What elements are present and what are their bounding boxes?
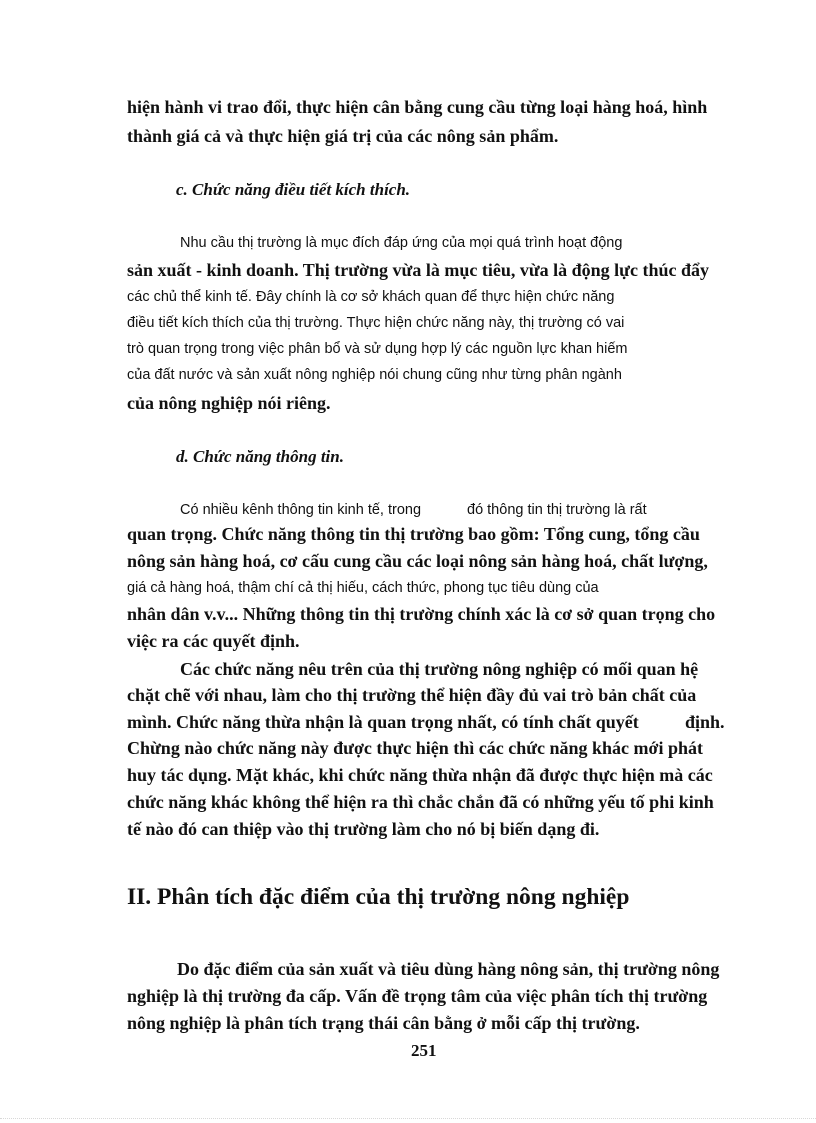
para-d-line-1b: đó thông tin thị trường là rất xyxy=(467,502,647,518)
para-c-line-4: điều tiết kích thích của thị trường. Thực hiện chức năng này, thị trường có vai xyxy=(127,315,625,331)
section-ii-line-3: nông nghiệp là phân tích trạng thái cân bằng ở mỗi cấp thị trường. xyxy=(127,1013,640,1033)
section-heading: II. Phân tích đặc điểm của thị trường nông nghiệp xyxy=(127,884,630,910)
para-c-line-6: của đất nước và sản xuất nông nghiệp nói chung cũng như từng phân ngành xyxy=(127,367,622,383)
summary-line-3b: định. xyxy=(685,712,725,732)
summary-line-6: chức năng khác không thể hiện ra thì chắc chắn đã có những yếu tố phi kinh xyxy=(127,792,714,812)
para-c-line-1: Nhu cầu thị trường là mục đích đáp ứng của mọi quá trình hoạt động xyxy=(180,235,623,251)
summary-line-4: Chừng nào chức năng này được thực hiện thì các chức năng khác mới phát xyxy=(127,738,704,758)
summary-line-5: huy tác dụng. Mặt khác, khi chức năng thừa nhận đã được thực hiện mà các xyxy=(127,765,713,785)
intro-line-1: hiện hành vi trao đổi, thực hiện cân bằng cung cầu từng loại hàng hoá, hình xyxy=(127,97,708,117)
para-d-line-2: quan trọng. Chức năng thông tin thị trường bao gồm: Tổng cung, tổng cầu xyxy=(127,524,700,544)
summary-line-7: tế nào đó can thiệp vào thị trường làm cho nó bị biến dạng đi. xyxy=(127,819,600,839)
para-c-line-5: trò quan trọng trong việc phân bổ và sử dụng hợp lý các nguồn lực khan hiếm xyxy=(127,341,628,357)
page-bottom-rule xyxy=(0,1118,816,1119)
para-c-line-7: của nông nghiệp nói riêng. xyxy=(127,393,331,413)
para-c-line-2: sản xuất - kinh doanh. Thị trường vừa là mục tiêu, vừa là động lực thúc đẩy xyxy=(127,260,709,280)
para-d-line-3: nông sản hàng hoá, cơ cấu cung cầu các loại nông sản hàng hoá, chất lượng, xyxy=(127,551,708,571)
subheading-d: d. Chức năng thông tin. xyxy=(176,447,344,466)
page-number: 251 xyxy=(411,1041,437,1060)
para-d-line-5: nhân dân v.v... Những thông tin thị trường chính xác là cơ sở quan trọng cho xyxy=(127,604,716,624)
para-d-line-4: giá cả hàng hoá, thậm chí cả thị hiếu, cách thức, phong tục tiêu dùng của xyxy=(127,580,599,596)
para-d-line-6: việc ra các quyết định. xyxy=(127,631,300,651)
subheading-c: c. Chức năng điều tiết kích thích. xyxy=(176,180,411,199)
section-ii-line-2: nghiệp là thị trường đa cấp. Vấn đề trọng tâm của việc phân tích thị trường xyxy=(127,986,708,1006)
section-ii-line-1: Do đặc điểm của sản xuất và tiêu dùng hàng nông sản, thị trường nông xyxy=(177,959,720,979)
intro-line-2: thành giá cả và thực hiện giá trị của các nông sản phẩm. xyxy=(127,126,559,146)
summary-line-3a: mình. Chức năng thừa nhận là quan trọng nhất, có tính chất quyết xyxy=(127,712,639,732)
summary-line-1: Các chức năng nêu trên của thị trường nông nghiệp có mối quan hệ xyxy=(180,659,699,679)
para-d-line-1a: Có nhiều kênh thông tin kinh tế, trong xyxy=(180,502,422,518)
para-c-line-3: các chủ thể kinh tế. Đây chính là cơ sở khách quan để thực hiện chức năng xyxy=(127,289,615,305)
summary-line-2: chặt chẽ với nhau, làm cho thị trường thể hiện đầy đủ vai trò bản chất của xyxy=(127,685,697,705)
